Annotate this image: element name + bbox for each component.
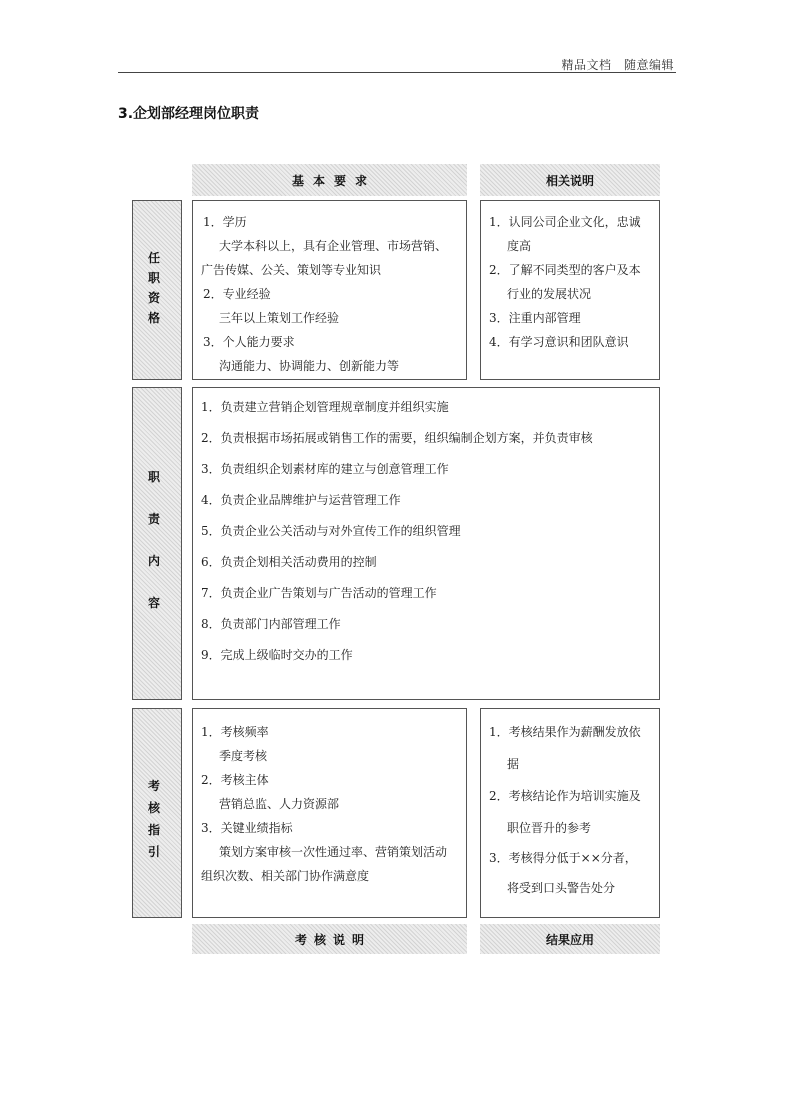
note-line: 4．有学习意识和团队意识 xyxy=(489,335,629,349)
duty-item: 6．负责企划相关活动费用的控制 xyxy=(201,555,377,569)
section-label-assessment xyxy=(132,708,182,918)
note-line: 1．认同公司企业文化，忠诚 xyxy=(489,215,641,229)
assessment-line: 营销总监、人力资源部 xyxy=(219,797,340,811)
label-char: 引 xyxy=(147,845,160,859)
duty-item: 7．负责企业广告策划与广告活动的管理工作 xyxy=(201,586,437,600)
duty-item: 1．负责建立营销企划管理规章制度并组织实施 xyxy=(201,400,449,414)
label-char: 职 xyxy=(147,271,160,285)
label-char: 考 xyxy=(147,779,160,793)
requirement-line: 3．个人能力要求 xyxy=(203,335,295,349)
duty-item: 5．负责企业公关活动与对外宣传工作的组织管理 xyxy=(201,524,461,538)
label-char: 资 xyxy=(147,291,160,305)
requirement-line: 2．专业经验 xyxy=(203,287,271,301)
assessment-line: 3．关键业绩指标 xyxy=(201,821,293,835)
page-header-text: 精品文档 随意编辑 xyxy=(561,58,674,72)
column-header-basic-requirements: 基本要求 xyxy=(192,164,467,196)
assessment-line: 季度考核 xyxy=(219,749,268,763)
header-rule xyxy=(118,72,676,73)
column-header-related-notes: 相关说明 xyxy=(480,164,660,196)
qualification-notes-box xyxy=(480,200,660,380)
duty-item: 9．完成上级临时交办的工作 xyxy=(201,648,353,662)
note-line: 行业的发展状况 xyxy=(507,287,592,301)
section-label-duties xyxy=(132,387,182,700)
qualification-requirements-box xyxy=(192,200,467,380)
requirement-line: 沟通能力、协调能力、创新能力等 xyxy=(219,359,400,373)
label-char: 责 xyxy=(147,512,160,526)
duties-box xyxy=(192,387,660,700)
requirement-line: 三年以上策划工作经验 xyxy=(219,311,340,325)
label-char: 格 xyxy=(147,311,160,325)
note-line: 度高 xyxy=(507,239,532,253)
document-title: 3.企划部经理岗位职责 xyxy=(118,106,260,122)
column-header-assessment-notes: 考核说明 xyxy=(192,924,467,954)
duty-item: 2．负责根据市场拓展或销售工作的需要，组织编制企划方案，并负责审核 xyxy=(201,431,593,445)
label-char: 内 xyxy=(147,554,160,568)
duty-item: 4．负责企业品牌维护与运营管理工作 xyxy=(201,493,401,507)
result-line: 2．考核结论作为培训实施及 xyxy=(489,789,641,803)
note-line: 2．了解不同类型的客户及本 xyxy=(489,263,641,277)
note-line: 3．注重内部管理 xyxy=(489,311,581,325)
column-header-result-application: 结果应用 xyxy=(480,924,660,954)
assessment-line: 策划方案审核一次性通过率、营销策划活动 xyxy=(219,845,448,859)
duty-item: 8．负责部门内部管理工作 xyxy=(201,617,341,631)
requirement-line: 广告传媒、公关、策划等专业知识 xyxy=(201,263,382,277)
label-char: 容 xyxy=(147,596,160,610)
assessment-line: 2．考核主体 xyxy=(201,773,269,787)
section-label-qualification xyxy=(132,200,182,380)
result-line: 1．考核结果作为薪酬发放依 xyxy=(489,725,641,739)
requirement-line: 大学本科以上，具有企业管理、市场营销、 xyxy=(219,239,448,253)
assessment-line: 1．考核频率 xyxy=(201,725,269,739)
requirement-line: 1．学历 xyxy=(203,215,247,229)
result-line: 职位晋升的参考 xyxy=(507,821,592,835)
label-char: 任 xyxy=(147,251,160,265)
result-line: 将受到口头警告处分 xyxy=(507,881,616,895)
label-char: 核 xyxy=(147,801,160,815)
result-application-box xyxy=(480,708,660,918)
result-line: 3．考核得分低于××分者， xyxy=(489,851,637,865)
assessment-box xyxy=(192,708,467,918)
duty-item: 3．负责组织企划素材库的建立与创意管理工作 xyxy=(201,462,449,476)
label-char: 职 xyxy=(147,470,160,484)
label-char: 指 xyxy=(147,823,160,837)
assessment-line: 组织次数、相关部门协作满意度 xyxy=(201,869,370,883)
result-line: 据 xyxy=(507,757,520,771)
